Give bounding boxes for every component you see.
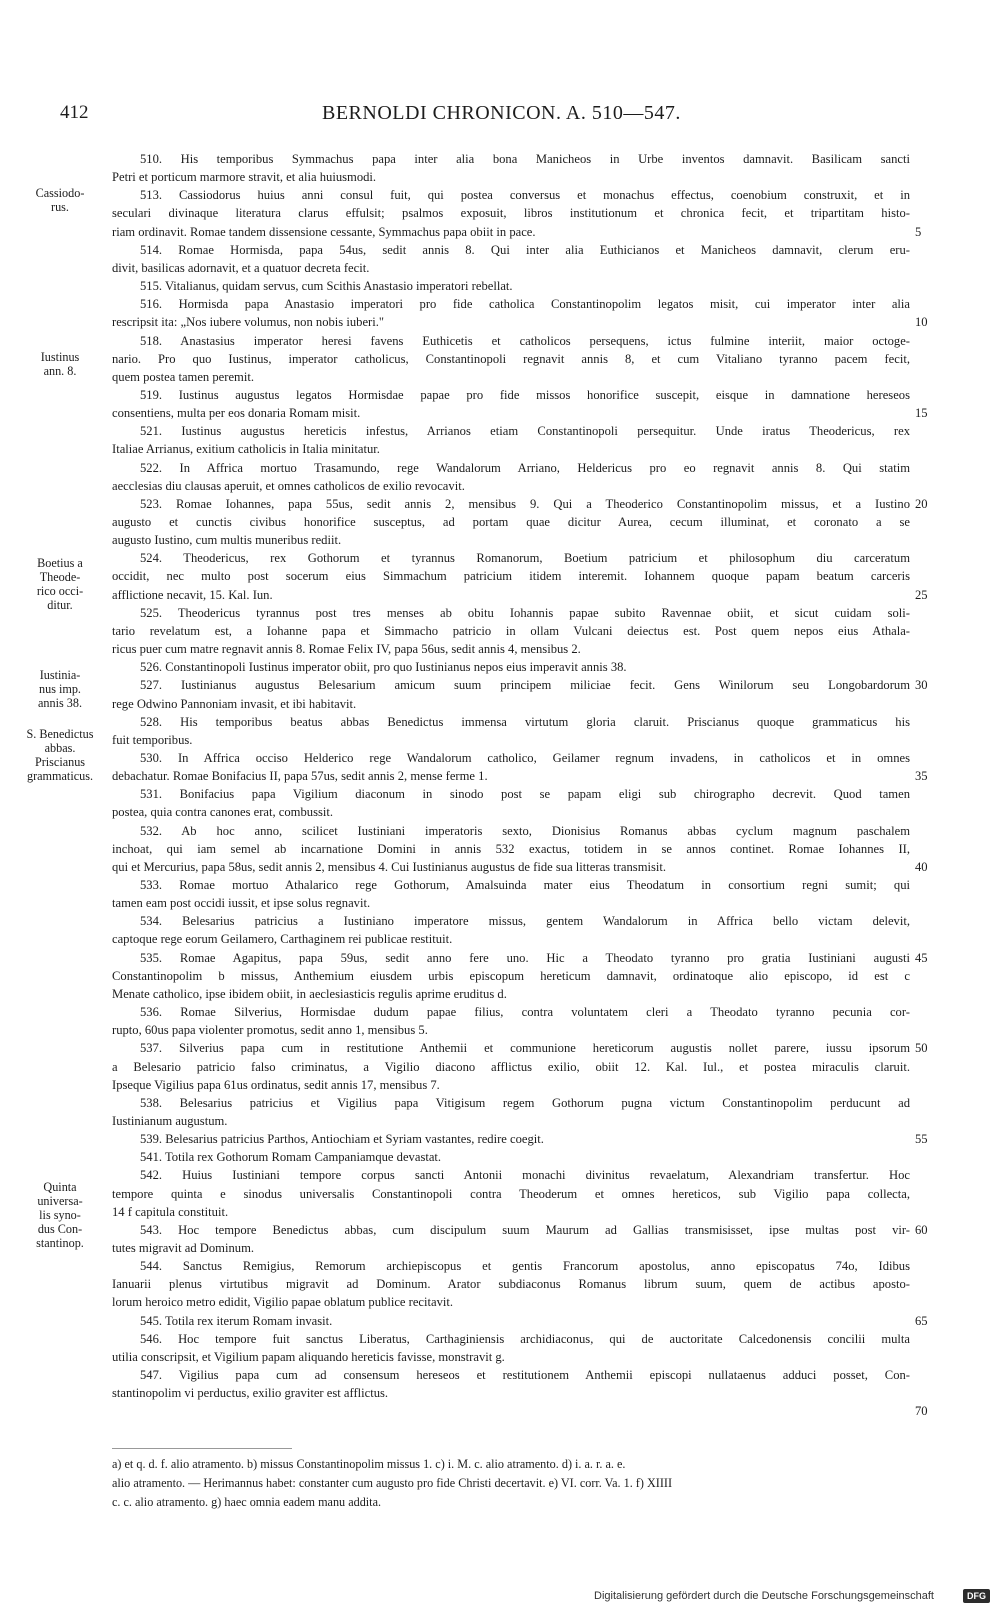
text-line: augusto Iustino, cum multis muneribus rediit. — [112, 533, 342, 548]
text-line: divit, basilicas adornavit, et a quatuor decreta fecit. — [112, 260, 370, 275]
margin-note: Cassiodo- rus. — [35, 186, 85, 214]
text-line: rupto, 60us papa violenter promotus, sedit anno 1, mensibus 5. — [112, 1023, 428, 1038]
text-line: captoque rege eorum Geilamero, Carthaginem rei publicae restituit. — [112, 932, 453, 947]
text-line: 528. His temporibus beatus abbas Benedictus immensa virtutum gloria claruit. Priscianus quoque grammaticus his — [140, 714, 910, 729]
text-line: Menate catholico, ipse ibidem obiit, in aeclesiasticis regulis aprime eruditus d. — [112, 986, 507, 1001]
text-line: 532. Ab hoc anno, scilicet Iustiniani imperatoris sexto, Dionisius Romanus abbas cyclum magnum paschalem — [140, 823, 910, 838]
text-line: 542. Huius Iustiniani tempore corpus sancti Antonii monachi divinitus revaelatum, Alexandriam transfertur. Hoc — [140, 1168, 910, 1183]
line-number: 70 — [915, 1404, 928, 1419]
text-line: 531. Bonifacius papa Vigilium diaconum in sinodo post se papam eligi sub chirographo decrevit. Quod tamen — [140, 787, 910, 802]
running-head: BERNOLDI CHRONICON. A. 510—547. — [322, 102, 681, 124]
margin-note: Iustinia- nus imp. annis 38. — [37, 668, 82, 710]
digitization-credit: Digitalisierung gefördert durch die Deutsche Forschungsgemeinschaft — [594, 1590, 934, 1602]
text-line: 513. Cassiodorus huius anni consul fuit, qui postea conversus et monachus effectus, coenobium construxit, et in — [140, 188, 910, 203]
text-line: nario. Pro quo Iustinus, imperator catholicus, Constantinopoli regnavit annis 8, et cum Vitaliano tyranno pacem fecit, — [112, 351, 910, 366]
text-line: 533. Romae mortuo Athalarico rege Gothorum, Amalsuinda mater eius Theodatum in consortium regni sumit; qui — [140, 878, 910, 892]
line-number: 65 — [915, 1313, 928, 1328]
text-line: Italiae Arrianus, exitium catholicis in Italia minitatur. — [112, 442, 380, 457]
text-line: 530. In Affrica occiso Helderico rege Wandalorum catholico, Geilamer regnum invadens, in catholicos et in omnes — [140, 750, 910, 765]
margin-note: Iustinus ann. 8. — [40, 350, 80, 378]
text-line: 538. Belesarius patricius et Vigilius papa Vitigisum regem Gothorum pugna victum Constantinopolim perducunt ad — [140, 1095, 910, 1110]
text-line: tempore quinta e sinodus universalis Constantinopoli contra Theoderum et omnes hereticos, sub Vigilio papa collecta, — [112, 1186, 910, 1201]
text-line: rege Odwino Pannoniam invasit, et ibi habitavit. — [112, 696, 357, 711]
line-number: 50 — [915, 1041, 928, 1056]
text-line: 518. Anastasius imperator heresi favens Euthicetis et catholicos persequens, ictus fulmine interiit, maior octoge- — [140, 333, 910, 348]
text-line: riam ordinavit. Romae tandem dissensione cessante, Symmachus papa obiit in pace. — [112, 224, 536, 239]
text-line: 547. Vigilius papa cum ad consensum hereseos et restitutionem Anthemii episcopi nullataenus adduci posset, Con- — [140, 1368, 910, 1383]
dfg-logo: DFG — [963, 1589, 990, 1603]
text-line: 543. Hoc tempore Benedictus abbas, cum discipulum suum Maurum ad Gallias transmisisset, ipse multas post vir- — [140, 1222, 910, 1237]
text-line: rescripsit ita: „Nos iubere volumus, non nobis iuberi." — [112, 315, 385, 330]
text-line: tamen eam post occidi iussit, et ipse solus regnavit. — [112, 896, 371, 911]
text-line: inchoat, qui iam semel ab incarnatione Domini in annis 532 exactus, totidem in se annos continet. Romae Iohannes II, — [112, 841, 910, 856]
text-line: 537. Silverius papa cum in restitutione Anthemii et communione hereticorum augustis nollet parere, iussu ipsorum — [140, 1041, 910, 1056]
text-line: 524. Theodericus, rex Gothorum et tyrannus Romanorum, Boetium patricium et philosophum diu carceratum — [140, 551, 910, 566]
text-line: utilia conscripsit, et Vigilium papam aliquando hereticis favisse, monstravit g. — [112, 1349, 505, 1364]
text-line: 515. Vitalianus, quidam servus, cum Scithis Anastasio imperatori rebellat. — [140, 279, 513, 294]
footnote-line: alio atramento. — Herimannus habet: constanter cum augusto pro fide Christi decertavit. e) VI. corr. Va. 1. f) XIIII — [112, 1476, 672, 1490]
text-line: 536. Romae Silverius, Hormisdae dudum papae filius, contra voluntatem cleri a Theodato tyranno pecunia cor- — [140, 1005, 910, 1020]
text-line: 510. His temporibus Symmachus papa inter alia bona Manicheos in Urbe inventos damnavit. Basilicam sancti — [140, 152, 910, 166]
text-line: tutes migravit ad Dominum. — [112, 1241, 255, 1255]
margin-note: S. Benedictus abbas. Priscianus grammaticus. — [26, 727, 94, 783]
line-number: 55 — [915, 1132, 928, 1147]
page-number: 412 — [60, 102, 89, 123]
line-number: 35 — [915, 769, 928, 784]
text-line: 541. Totila rex Gothorum Romam Campaniamque devastat. — [140, 1150, 442, 1165]
text-line: a Belesario patricio falso criminatus, a Vigilio diacono afflictus exilio, obiit 12. Kal. Iul., et postea miraculis claruit. — [112, 1059, 910, 1074]
text-line: stantinopolim vi perductus, exilio graviter est afflictus. — [112, 1386, 389, 1401]
text-line: 523. Romae Iohannes, papa 55us, sedit annis 2, mensibus 9. Qui a Theoderico Constantinopolim missus, et a Iustino — [140, 496, 910, 511]
text-line: consentiens, multa per eos donaria Romam misit. — [112, 406, 361, 421]
line-number: 15 — [915, 406, 928, 421]
line-number: 45 — [915, 950, 928, 965]
text-line: 522. In Affrica mortuo Trasamundo, rege Wandalorum Arriano, Heldericus pro eo regnavit annis 8. Qui statim — [140, 460, 910, 475]
text-line: Iustinianum augustum. — [112, 1113, 228, 1128]
text-line: lorum heroico metro edidit, Vigilio papae oblatum publice recitavit. — [112, 1295, 454, 1310]
text-line: afflictione necavit, 15. Kal. Iun. — [112, 587, 273, 602]
text-line: 514. Romae Hormisda, papa 54us, sedit annis 8. Qui inter alia Euthicianos et Manicheos damnavit, clerum eru- — [140, 242, 910, 257]
line-number: 20 — [915, 496, 928, 511]
text-line: 525. Theodericus tyrannus post tres menses ab obitu Iohannis papae subito Ravennae obiit, et sicut cuidam soli- — [140, 605, 910, 620]
footnote-line: a) et q. d. f. alio atramento. b) missus Constantinopolim missus 1. c) i. M. c. alio atramento. d) i. a. r. a. e. — [112, 1457, 626, 1471]
text-line: Constantinopolim b missus, Anthemium eiusdem urbis episcopum hereticum damnavit, ordinatoque alio episcopo, id est c — [112, 968, 910, 983]
footnote-rule — [112, 1448, 292, 1449]
line-number: 40 — [915, 859, 928, 874]
text-line: qui et Mercurius, papa 58us, sedit annis 2, mensibus 4. Cui Iustinianus augustus de fide sua litteras transmisit. — [112, 859, 667, 874]
text-line: 539. Belesarius patricius Parthos, Antiochiam et Syriam vastantes, redire coegit. — [140, 1132, 544, 1147]
text-line: aecclesias diu clausas aperuit, et omnes catholicos de exilio revocavit. — [112, 478, 465, 493]
line-number: 60 — [915, 1222, 928, 1237]
text-line: fuit temporibus. — [112, 732, 193, 747]
text-line: 519. Iustinus augustus legatos Hormisdae papae pro fide missos honorifice suscepit, eisque in damnatione hereseos — [140, 387, 910, 402]
text-line: ricus puer cum matre regnavit annis 8. Romae Felix IV, papa 56us, sedit annis 4, mensibus 2. — [112, 642, 581, 657]
line-number: 10 — [915, 315, 928, 330]
line-number: 5 — [915, 224, 922, 239]
line-number: 25 — [915, 587, 928, 602]
margin-note: Boetius a Theode- rico occi- ditur. — [36, 556, 84, 612]
page-header — [0, 102, 1000, 132]
text-line: occidit, nec multo post socerum eius Simmachum patricium itidem interemit. Iohannem quoque papam beatum carceris — [112, 569, 910, 584]
margin-note: Quinta universa- lis syno- dus Con- stantinop. — [36, 1180, 84, 1250]
footnote-line: c. c. alio atramento. g) haec omnia eadem manu addita. — [112, 1495, 382, 1509]
text-line: 545. Totila rex iterum Romam invasit. — [140, 1313, 333, 1328]
text-line: 546. Hoc tempore fuit sanctus Liberatus, Carthaginiensis archidiaconus, qui de auctoritate Calcedonensis concilii multa — [140, 1331, 910, 1346]
text-line: 526. Constantinopoli Iustinus imperator obiit, pro quo Iustinianus nepos eius imperavit annis 38. — [140, 660, 627, 675]
text-line: tario revelatum est, a Iohanne papa et Simmacho patricio in ollam Vulcani deiectus est. Post quem nepos eius Athala- — [112, 623, 910, 638]
text-line: postea, quia contra canones erat, combussit. — [112, 805, 334, 820]
text-line: Petri et porticum marmore stravit, et alia huiusmodi. — [112, 170, 377, 185]
text-line: augusto et cunctis civibus honorifice susceptus, ad portam quae dicitur Aurea, cecum illuminat, et coronato a se — [112, 515, 910, 529]
text-line: Ipseque Vigilius papa 61us ordinatus, sedit annis 17, mensibus 7. — [112, 1077, 440, 1092]
text-line: seculari divinaque literatura clarus effulsit; psalmos exposuit, libros institutionum et chronica fecit, et tripartitam histo- — [112, 206, 910, 221]
text-line: 534. Belesarius patricius a Iustiniano imperatore missus, gentem Wandalorum in Affrica bello victam delevit, — [140, 914, 910, 929]
text-line: 521. Iustinus augustus hereticis infestus, Arrianos etiam Constantinopoli persequitur. Unde iratus Theodericus, rex — [140, 424, 910, 439]
text-line: quem postea tamen peremit. — [112, 369, 254, 384]
text-line: 516. Hormisda papa Anastasio imperatori pro fide catholica Constantinopolim legatos misit, cui imperator inter alia — [140, 297, 910, 312]
text-line: 527. Iustinianus augustus Belesarium amicum suum principem miliciae fecit. Gens Winilorum seu Longobardorum — [140, 678, 910, 693]
text-line: 14 f capitula constituit. — [112, 1204, 229, 1219]
text-line: 535. Romae Agapitus, papa 59us, sedit anno fere uno. Hic a Theodato tyranno pro gratia Iustiniani augusti — [140, 950, 910, 965]
text-line: Ianuarii plenus virtutibus migravit ad Dominum. Arator subdiaconus Romanus librum suum, quem de actibus aposto- — [112, 1277, 910, 1292]
text-line: 544. Sanctus Remigius, Remorum archiepiscopus et gentis Francorum apostolus, anno episcopatus 74o, Idibus — [140, 1259, 910, 1274]
line-number: 30 — [915, 678, 928, 693]
text-line: debachatur. Romae Bonifacius II, papa 57us, sedit annis 2, mense ferme 1. — [112, 769, 488, 784]
